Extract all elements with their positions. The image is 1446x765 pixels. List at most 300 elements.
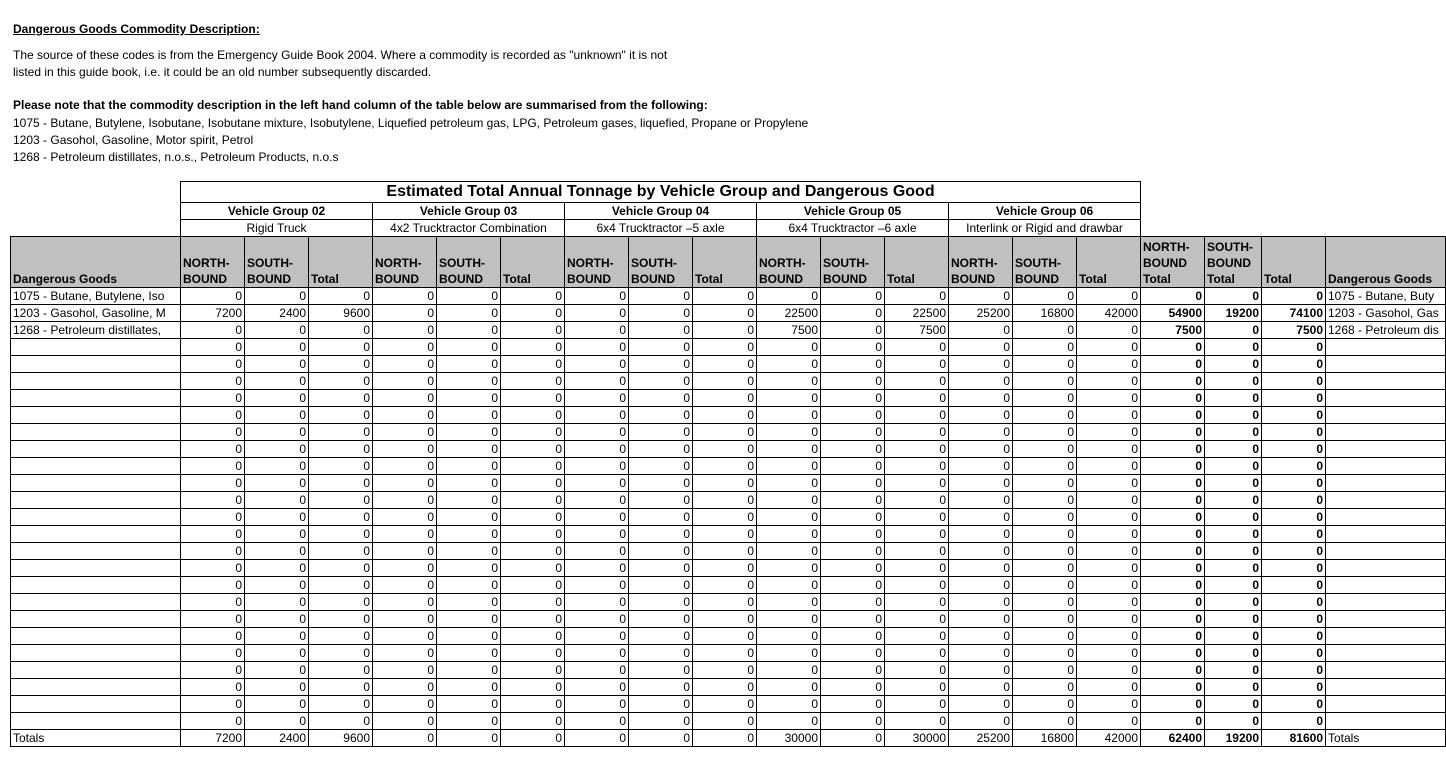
vehicle-group-06-name: Vehicle Group 06	[949, 203, 1141, 220]
cell-value: 0	[181, 713, 245, 730]
cell-value: 0	[501, 407, 565, 424]
cell-value: 0	[437, 356, 501, 373]
cell-value: 0	[693, 441, 757, 458]
table-row	[11, 407, 1446, 424]
cell-value: 0	[1077, 696, 1141, 713]
cell-row-total: 0	[1205, 611, 1262, 628]
cell-value: 0	[1013, 509, 1077, 526]
cell-value: 0	[437, 492, 501, 509]
cell-value: 0	[885, 492, 949, 509]
cell-value: 0	[501, 679, 565, 696]
cell-value: 0	[309, 458, 373, 475]
cell-value: 0	[565, 713, 629, 730]
cell-value: 0	[949, 560, 1013, 577]
cell-value: 0	[1077, 560, 1141, 577]
cell-value: 0	[757, 424, 821, 441]
table-row	[11, 611, 1446, 628]
cell-value: 0	[245, 577, 309, 594]
cell-value: 0	[1077, 662, 1141, 679]
table-row	[11, 373, 1446, 390]
table-row	[11, 560, 1446, 577]
cell-value: 0	[501, 475, 565, 492]
cell-value: 0	[693, 390, 757, 407]
row-description-right	[1326, 713, 1446, 730]
header-total: Total	[309, 237, 373, 288]
row-description-right	[1326, 458, 1446, 475]
table-row	[11, 713, 1446, 730]
cell-value: 0	[885, 509, 949, 526]
cell-row-total: 0	[1141, 526, 1205, 543]
cell-value: 0	[309, 696, 373, 713]
cell-value: 0	[885, 526, 949, 543]
row-description-right: Totals	[1326, 730, 1446, 747]
row-description-right: 1203 - Gasohol, Gas	[1326, 305, 1446, 322]
cell-value: 0	[1077, 424, 1141, 441]
cell-value: 0	[245, 628, 309, 645]
cell-value: 0	[181, 441, 245, 458]
cell-value: 0	[629, 458, 693, 475]
cell-value: 0	[309, 713, 373, 730]
cell-value: 0	[309, 492, 373, 509]
cell-row-total: 0	[1205, 628, 1262, 645]
cell-value: 0	[949, 492, 1013, 509]
cell-row-total: 0	[1205, 390, 1262, 407]
cell-row-total: 0	[1141, 492, 1205, 509]
cell-value: 0	[373, 560, 437, 577]
cell-value: 0	[437, 645, 501, 662]
cell-value: 0	[373, 628, 437, 645]
cell-row-total: 0	[1262, 339, 1326, 356]
cell-row-total: 81600	[1262, 730, 1326, 747]
header-northbound: NORTH-BOUND	[949, 237, 1013, 288]
cell-value: 0	[821, 645, 885, 662]
cell-row-total: 0	[1262, 577, 1326, 594]
cell-value: 0	[693, 305, 757, 322]
cell-value: 7500	[885, 322, 949, 339]
cell-value: 0	[629, 424, 693, 441]
cell-value: 0	[565, 543, 629, 560]
cell-value: 0	[693, 288, 757, 305]
row-description	[11, 407, 181, 424]
header-southbound: SOUTH-BOUND	[437, 237, 501, 288]
cell-value: 0	[693, 322, 757, 339]
cell-value: 0	[1077, 356, 1141, 373]
cell-value: 0	[373, 509, 437, 526]
cell-value: 0	[181, 662, 245, 679]
row-description-right: 1268 - Petroleum dis	[1326, 322, 1446, 339]
cell-value: 0	[565, 407, 629, 424]
row-description	[11, 492, 181, 509]
cell-value: 0	[501, 305, 565, 322]
cell-value: 0	[821, 441, 885, 458]
cell-value: 0	[1013, 696, 1077, 713]
cell-value: 0	[949, 645, 1013, 662]
row-description	[11, 509, 181, 526]
vehicle-group-03-name: Vehicle Group 03	[373, 203, 565, 220]
cell-row-total: 0	[1205, 407, 1262, 424]
table-row	[11, 322, 1446, 339]
cell-value: 0	[629, 339, 693, 356]
cell-value: 0	[565, 526, 629, 543]
cell-value: 0	[885, 441, 949, 458]
cell-value: 0	[565, 373, 629, 390]
row-description	[11, 458, 181, 475]
cell-value: 9600	[309, 730, 373, 747]
row-description	[11, 356, 181, 373]
cell-value: 0	[309, 645, 373, 662]
cell-value: 0	[437, 679, 501, 696]
cell-row-total: 0	[1205, 373, 1262, 390]
cell-value: 0	[245, 526, 309, 543]
cell-value: 0	[565, 730, 629, 747]
cell-value: 0	[757, 492, 821, 509]
cell-value: 0	[821, 577, 885, 594]
cell-value: 0	[757, 458, 821, 475]
cell-value: 0	[437, 339, 501, 356]
cell-row-total: 0	[1205, 645, 1262, 662]
cell-value: 0	[373, 458, 437, 475]
cell-row-total: 0	[1141, 356, 1205, 373]
cell-value: 25200	[949, 305, 1013, 322]
header-total: Total	[1077, 237, 1141, 288]
table-row	[11, 526, 1446, 543]
cell-value: 42000	[1077, 730, 1141, 747]
cell-value: 0	[757, 577, 821, 594]
cell-value: 0	[501, 322, 565, 339]
cell-value: 0	[949, 441, 1013, 458]
cell-row-total: 0	[1141, 645, 1205, 662]
row-description-right	[1326, 492, 1446, 509]
cell-row-total: 0	[1141, 611, 1205, 628]
cell-value: 0	[1013, 577, 1077, 594]
cell-value: 0	[565, 339, 629, 356]
cell-value: 0	[1013, 611, 1077, 628]
cell-row-total: 0	[1205, 322, 1262, 339]
cell-row-total: 0	[1262, 492, 1326, 509]
cell-value: 0	[757, 679, 821, 696]
cell-value: 0	[309, 407, 373, 424]
cell-value: 0	[629, 577, 693, 594]
cell-value: 0	[1077, 509, 1141, 526]
cell-value: 0	[757, 543, 821, 560]
cell-value: 0	[885, 543, 949, 560]
row-description-right	[1326, 645, 1446, 662]
header-southbound-total: SOUTH-BOUND Total	[1205, 237, 1262, 288]
row-description-right	[1326, 628, 1446, 645]
cell-value: 22500	[885, 305, 949, 322]
cell-value: 0	[245, 339, 309, 356]
cell-value: 0	[1077, 594, 1141, 611]
cell-value: 0	[565, 390, 629, 407]
cell-value: 0	[437, 611, 501, 628]
cell-value: 0	[757, 594, 821, 611]
cell-value: 0	[949, 543, 1013, 560]
table-row	[11, 305, 1446, 322]
cell-value: 0	[629, 543, 693, 560]
cell-value: 0	[245, 322, 309, 339]
cell-row-total: 0	[1205, 594, 1262, 611]
header-total: Total	[885, 237, 949, 288]
cell-value: 0	[1013, 492, 1077, 509]
row-description	[11, 560, 181, 577]
cell-value: 0	[757, 526, 821, 543]
row-description-right	[1326, 543, 1446, 560]
cell-value: 0	[629, 492, 693, 509]
cell-value: 0	[373, 424, 437, 441]
cell-value: 0	[181, 322, 245, 339]
cell-value: 0	[565, 594, 629, 611]
cell-value: 0	[373, 356, 437, 373]
cell-value: 0	[501, 390, 565, 407]
row-description-right	[1326, 424, 1446, 441]
row-description-right	[1326, 407, 1446, 424]
cell-value: 0	[1077, 577, 1141, 594]
cell-value: 0	[245, 288, 309, 305]
cell-value: 0	[245, 492, 309, 509]
cell-value: 0	[245, 662, 309, 679]
cell-value: 0	[309, 526, 373, 543]
cell-value: 0	[821, 526, 885, 543]
cell-value: 0	[1077, 475, 1141, 492]
row-description	[11, 441, 181, 458]
cell-row-total: 0	[1205, 560, 1262, 577]
cell-value: 0	[1077, 679, 1141, 696]
cell-value: 0	[629, 560, 693, 577]
cell-value: 0	[373, 730, 437, 747]
cell-value: 0	[757, 373, 821, 390]
cell-value: 0	[629, 288, 693, 305]
cell-value: 0	[437, 509, 501, 526]
cell-value: 2400	[245, 305, 309, 322]
cell-value: 0	[885, 577, 949, 594]
cell-value: 0	[885, 407, 949, 424]
cell-row-total: 7500	[1262, 322, 1326, 339]
table-row	[11, 288, 1446, 305]
cell-value: 0	[693, 577, 757, 594]
row-description	[11, 577, 181, 594]
row-description	[11, 628, 181, 645]
cell-value: 42000	[1077, 305, 1141, 322]
vehicle-group-02-name: Vehicle Group 02	[181, 203, 373, 220]
cell-value: 0	[501, 713, 565, 730]
cell-value: 0	[1077, 543, 1141, 560]
row-description-right	[1326, 390, 1446, 407]
cell-value: 0	[693, 492, 757, 509]
cell-value: 0	[949, 458, 1013, 475]
cell-value: 0	[181, 475, 245, 492]
cell-value: 0	[437, 475, 501, 492]
cell-value: 0	[693, 543, 757, 560]
cell-value: 0	[565, 509, 629, 526]
cell-value: 0	[757, 645, 821, 662]
cell-value: 0	[757, 662, 821, 679]
cell-row-total: 0	[1262, 696, 1326, 713]
cell-value: 0	[1013, 322, 1077, 339]
cell-row-total: 0	[1141, 628, 1205, 645]
commodity-description-title: Dangerous Goods Commodity Description:	[13, 22, 260, 36]
table-row	[11, 594, 1446, 611]
table-row	[11, 424, 1446, 441]
table-row	[11, 458, 1446, 475]
cell-row-total: 0	[1205, 492, 1262, 509]
cell-value: 0	[373, 526, 437, 543]
cell-value: 0	[565, 577, 629, 594]
cell-value: 0	[437, 560, 501, 577]
row-description: 1203 - Gasohol, Gasoline, M	[11, 305, 181, 322]
source-line-1: The source of these codes is from the Emergency Guide Book 2004. Where a commodity is recorded as "unknown" it is not	[13, 48, 668, 62]
cell-row-total: 0	[1262, 458, 1326, 475]
cell-value: 0	[629, 373, 693, 390]
cell-value: 0	[373, 322, 437, 339]
cell-value: 0	[629, 594, 693, 611]
tonnage-table	[10, 181, 1446, 747]
cell-value: 0	[821, 628, 885, 645]
cell-value: 0	[949, 509, 1013, 526]
cell-value: 0	[181, 509, 245, 526]
cell-value: 0	[821, 339, 885, 356]
cell-value: 0	[373, 407, 437, 424]
cell-row-total: 0	[1262, 441, 1326, 458]
cell-value: 0	[1077, 645, 1141, 662]
cell-value: 0	[565, 424, 629, 441]
cell-value: 0	[693, 356, 757, 373]
cell-value: 0	[245, 441, 309, 458]
cell-value: 0	[821, 730, 885, 747]
cell-value: 9600	[309, 305, 373, 322]
cell-value: 0	[693, 373, 757, 390]
cell-value: 0	[629, 407, 693, 424]
row-description-right	[1326, 373, 1446, 390]
cell-value: 0	[245, 543, 309, 560]
cell-value: 0	[245, 611, 309, 628]
cell-value: 0	[885, 594, 949, 611]
cell-row-total: 0	[1262, 543, 1326, 560]
cell-row-total: 0	[1262, 713, 1326, 730]
cell-value: 0	[821, 509, 885, 526]
header-northbound: NORTH-BOUND	[373, 237, 437, 288]
column-header-row	[11, 237, 1446, 288]
cell-row-total: 0	[1205, 339, 1262, 356]
cell-value: 0	[245, 458, 309, 475]
row-description	[11, 594, 181, 611]
row-description	[11, 390, 181, 407]
cell-value: 0	[757, 611, 821, 628]
row-description	[11, 373, 181, 390]
cell-value: 0	[181, 424, 245, 441]
cell-value: 0	[245, 679, 309, 696]
cell-value: 0	[885, 628, 949, 645]
cell-value: 0	[1077, 628, 1141, 645]
table-row	[11, 492, 1446, 509]
cell-row-total: 0	[1205, 288, 1262, 305]
cell-row-total: 0	[1141, 662, 1205, 679]
cell-value: 0	[373, 543, 437, 560]
cell-value: 0	[373, 662, 437, 679]
cell-value: 2400	[245, 730, 309, 747]
header-southbound: SOUTH-BOUND	[821, 237, 885, 288]
cell-value: 0	[1013, 407, 1077, 424]
cell-value: 0	[565, 662, 629, 679]
header-dangerous-goods: Dangerous Goods	[11, 237, 181, 288]
cell-value: 0	[821, 492, 885, 509]
cell-row-total: 0	[1205, 458, 1262, 475]
cell-value: 0	[1013, 628, 1077, 645]
cell-value: 0	[757, 407, 821, 424]
cell-value: 0	[821, 305, 885, 322]
cell-value: 0	[501, 424, 565, 441]
cell-value: 0	[949, 696, 1013, 713]
vehicle-group-04-type: 6x4 Trucktractor –5 axle	[565, 220, 757, 237]
cell-value: 0	[693, 560, 757, 577]
cell-value: 0	[501, 577, 565, 594]
cell-value: 0	[437, 730, 501, 747]
cell-value: 0	[181, 645, 245, 662]
cell-value: 0	[821, 679, 885, 696]
cell-value: 0	[181, 594, 245, 611]
code-1268: 1268 - Petroleum distillates, n.o.s., Petroleum Products, n.o.s	[13, 150, 339, 164]
cell-value: 0	[821, 407, 885, 424]
cell-value: 0	[181, 356, 245, 373]
cell-value: 0	[1013, 424, 1077, 441]
cell-value: 0	[309, 475, 373, 492]
cell-row-total: 0	[1205, 713, 1262, 730]
cell-row-total: 0	[1262, 373, 1326, 390]
header-northbound: NORTH-BOUND	[181, 237, 245, 288]
cell-row-total: 19200	[1205, 305, 1262, 322]
header-southbound: SOUTH-BOUND	[629, 237, 693, 288]
cell-value: 0	[885, 356, 949, 373]
cell-value: 0	[949, 526, 1013, 543]
header-total: Total	[693, 237, 757, 288]
table-row	[11, 339, 1446, 356]
cell-row-total: 0	[1205, 441, 1262, 458]
cell-value: 0	[949, 373, 1013, 390]
cell-value: 0	[501, 492, 565, 509]
cell-row-total: 0	[1141, 509, 1205, 526]
cell-value: 0	[949, 424, 1013, 441]
cell-value: 0	[693, 645, 757, 662]
cell-value: 0	[949, 611, 1013, 628]
row-description	[11, 696, 181, 713]
cell-value: 0	[821, 288, 885, 305]
cell-value: 0	[1013, 560, 1077, 577]
cell-value: 0	[565, 305, 629, 322]
cell-row-total: 0	[1262, 628, 1326, 645]
vehicle-group-06-type: Interlink or Rigid and drawbar	[949, 220, 1141, 237]
cell-value: 0	[501, 288, 565, 305]
cell-row-total: 0	[1141, 339, 1205, 356]
cell-row-total: 0	[1205, 679, 1262, 696]
cell-value: 0	[437, 322, 501, 339]
row-description: Totals	[11, 730, 181, 747]
cell-value: 0	[437, 696, 501, 713]
cell-value: 0	[501, 441, 565, 458]
cell-value: 0	[245, 696, 309, 713]
row-description	[11, 339, 181, 356]
cell-value: 0	[821, 373, 885, 390]
cell-row-total: 0	[1262, 594, 1326, 611]
cell-value: 0	[245, 373, 309, 390]
cell-value: 0	[629, 730, 693, 747]
row-description: 1075 - Butane, Butylene, Iso	[11, 288, 181, 305]
cell-row-total: 54900	[1141, 305, 1205, 322]
cell-value: 0	[1013, 679, 1077, 696]
cell-value: 0	[1013, 594, 1077, 611]
row-description-right	[1326, 526, 1446, 543]
cell-value: 0	[437, 594, 501, 611]
cell-value: 0	[885, 424, 949, 441]
cell-value: 0	[245, 407, 309, 424]
